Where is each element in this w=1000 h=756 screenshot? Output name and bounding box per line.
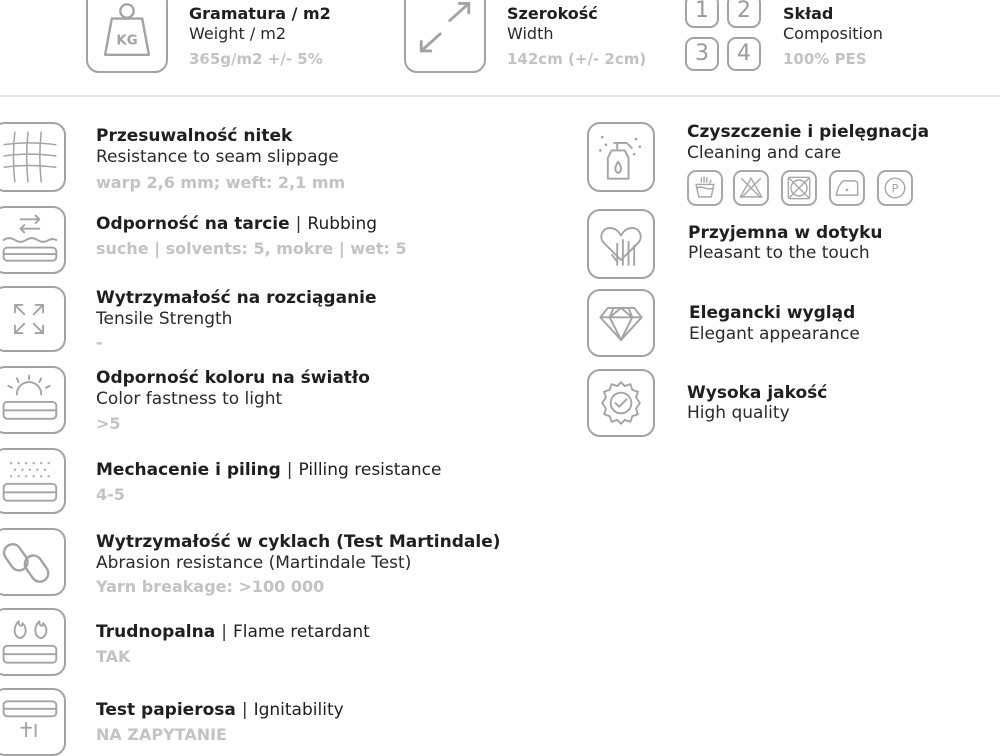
width-title-en: Width [507, 24, 554, 43]
rubbing-title-en: Rubbing [307, 214, 378, 234]
pleasant-title-pl: Przyjemna w dotyku [688, 223, 883, 243]
cigarette-icon [0, 688, 66, 756]
pilling-icon [0, 448, 66, 514]
tensile-title-en: Tensile Strength [96, 309, 233, 329]
width-arrows-icon [404, 0, 486, 73]
sun-light-icon [0, 366, 66, 434]
weight-title-pl: Gramatura / m2 [189, 4, 331, 23]
elegant-title-pl: Elegancki wygląd [689, 303, 856, 323]
width-title-pl: Szerokość [507, 4, 598, 23]
weight-value: 365g/m2 +/- 5% [189, 50, 323, 68]
rubbing-title [96, 214, 377, 234]
martindale-title-pl: Wytrzymałość w cyklach (Test Martindale) [96, 532, 501, 552]
rubbing-icon [0, 206, 66, 274]
quality-title-pl: Wysoka jakość [687, 383, 828, 403]
cigarette-title [96, 700, 344, 720]
quality-title-en: High quality [687, 403, 790, 423]
section-divider [0, 95, 1000, 97]
kg-badge: KG [116, 33, 138, 49]
cleaning-title-en: Cleaning and care [687, 143, 842, 163]
rubbing-separator: | [295, 214, 302, 234]
cigarette-title-pl: Test papierosa [96, 700, 236, 720]
flame-value: TAK [96, 647, 131, 666]
chain-link-icon [0, 528, 66, 596]
seam-slippage-value: warp 2,6 mm; weft: 2,1 mm [96, 173, 346, 192]
dry-clean-letter: P [891, 181, 899, 196]
weight-kg-icon [86, 0, 168, 73]
cleaning-title-pl: Czyszczenie i pielęgnacja [687, 122, 930, 142]
rubbing-title-pl: Odporność na tarcie [96, 214, 290, 234]
diamond-icon [587, 289, 655, 357]
pleasant-title-en: Pleasant to the touch [688, 243, 870, 263]
tensile-value: - [96, 333, 103, 352]
no-tumble-dry-icon [781, 170, 817, 206]
tensile-title-pl: Wytrzymałość na rozciąganie [96, 288, 377, 308]
no-bleach-icon [733, 170, 769, 206]
hand-wash-icon [687, 170, 723, 206]
cigarette-separator: | [241, 700, 248, 720]
composition-title-pl: Skład [783, 4, 834, 23]
composition-value: 100% PES [783, 50, 867, 68]
composition-number-4: 4 [727, 37, 761, 71]
martindale-title-en: Abrasion resistance (Martindale Test) [96, 553, 412, 573]
pilling-title-en: Pilling resistance [298, 460, 442, 480]
light-fastness-value: >5 [96, 414, 121, 433]
composition-title-en: Composition [783, 24, 883, 43]
composition-number-1: 1 [685, 0, 719, 28]
pilling-title-pl: Mechacenie i piling [96, 460, 281, 480]
seam-slippage-title-pl: Przesuwalność nitek [96, 126, 293, 146]
elegant-title-en: Elegant appearance [689, 324, 860, 344]
pilling-title [96, 460, 441, 480]
pilling-value: 4-5 [96, 485, 125, 504]
width-value: 142cm (+/- 2cm) [507, 50, 647, 68]
weight-title-en: Weight / m2 [189, 24, 287, 43]
seam-slippage-title-en: Resistance to seam slippage [96, 147, 339, 167]
composition-number-2: 2 [727, 0, 761, 28]
cigarette-value: NA ZAPYTANIE [96, 725, 227, 744]
flame-title-en: Flame retardant [232, 622, 370, 642]
light-fastness-title-pl: Odporność koloru na światło [96, 368, 370, 388]
cigarette-title-en: Ignitability [253, 700, 344, 720]
flame-title-pl: Trudnopalna [96, 622, 216, 642]
flame-title [96, 622, 370, 642]
light-fastness-title-en: Color fastness to light [96, 389, 283, 409]
tensile-arrows-icon [0, 286, 66, 352]
quality-seal-icon [587, 369, 655, 437]
dry-clean-p-icon [877, 170, 913, 206]
spray-bottle-icon [587, 122, 655, 192]
flame-separator: | [221, 622, 227, 642]
pilling-separator: | [286, 460, 293, 480]
hand-heart-icon [587, 209, 655, 279]
martindale-value: Yarn breakage: >100 000 [96, 577, 325, 596]
grid-fabric-icon [0, 122, 66, 192]
iron-icon [829, 170, 865, 206]
rubbing-value: suche | solvents: 5, mokre | wet: 5 [96, 239, 407, 258]
flame-icon [0, 608, 66, 676]
composition-number-3: 3 [685, 37, 719, 71]
